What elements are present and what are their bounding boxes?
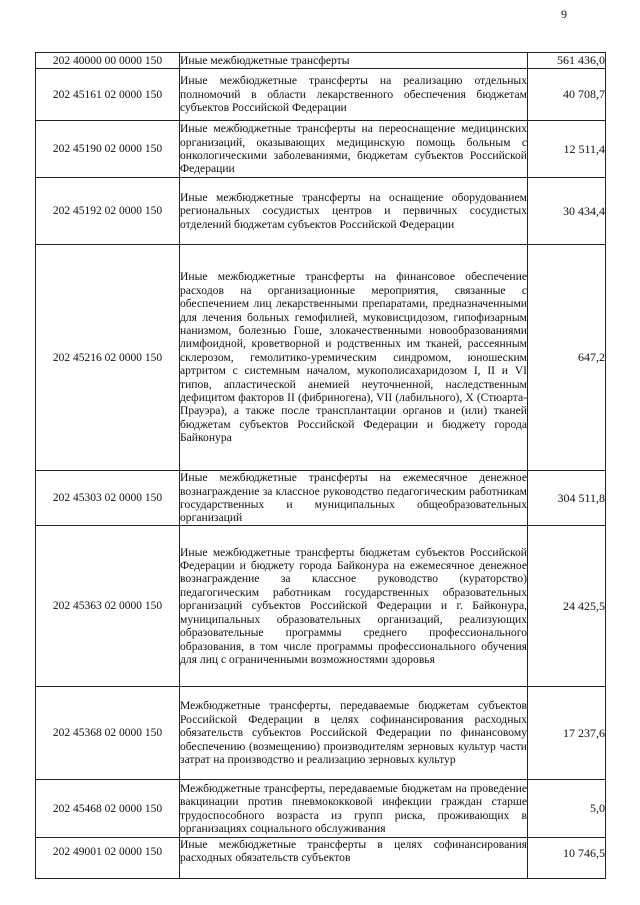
- budget-code-cell: 202 45303 02 0000 150: [36, 471, 180, 526]
- amount-cell: 304 511,8: [528, 471, 606, 526]
- table-row: [36, 69, 606, 121]
- budget-code-cell: 202 45363 02 0000 150: [36, 526, 180, 687]
- amount-cell: 647,2: [528, 245, 606, 471]
- budget-code-cell: 202 45190 02 0000 150: [36, 121, 180, 178]
- table-row: [36, 471, 606, 526]
- budget-code-cell: 202 45192 02 0000 150: [36, 178, 180, 245]
- amount-cell: 12 511,4: [528, 121, 606, 178]
- budget-code-cell: 202 45368 02 0000 150: [36, 687, 180, 780]
- table-row: [36, 526, 606, 687]
- description-cell: Иные межбюджетные трансферты на оснащение оборудованием региональных сосудистых центров и первичных сосудистых отделений бюджетам субъектов Российской Федерации: [180, 178, 528, 245]
- description-cell: Иные межбюджетные трансферты на реализацию отдельных полномочий в области лекарственного обеспечения бюджетам субъектов Российской Федерации: [180, 69, 528, 121]
- description-cell: Иные межбюджетные трансферты на финансовое обеспечение расходов на организационные мероприятия, связанные с обеспечением лиц лекарственными препаратами, предназначенными для лечения больных гемофилией, муковисцидозом, гипофизарным нанизмом, болезнью Гоше, злокачественными новообразованиями лимфоидной, кроветворной и родственных им тканей, рассеянным склерозом, гемолитико-уремическим синдромом, юношеским артритом с системным началом, мукополисахаридозом I, II и VI типов, апластической анемией неуточненной, наследственным дефицитом факторов II (фибриногена), VII (лабильного), X (Стюарта-Прауэра), а также после трансплантации органов и (или) тканей бюджетам субъектов Российской Федерации и бюджету города Байконура: [180, 245, 528, 471]
- table-row: [36, 838, 606, 879]
- amount-cell: 30 434,4: [528, 178, 606, 245]
- amount-cell: 561 436,0: [528, 53, 606, 69]
- description-cell: Иные межбюджетные трансферты в целях софинансирования расходных обязательств субъектов: [180, 838, 528, 879]
- description-cell: Межбюджетные трансферты, передаваемые бюджетам субъектов Российской Федерации в целях софинансирования расходных обязательств субъектов Российской Федерации по финансовому обеспечению (возмещению) производителям зерновых культур части затрат на производство и реализацию зерновых культур: [180, 687, 528, 780]
- description-cell: Иные межбюджетные трансферты на ежемесячное денежное вознаграждение за классное руководство педагогическим работникам государственных и муниципальных общеобразовательных организаций: [180, 471, 527, 525]
- amount-cell: 17 237,6: [528, 687, 606, 780]
- description-cell: Межбюджетные трансферты, передаваемые бюджетам на проведение вакцинации против пневмококковой инфекции граждан старше трудоспособного возраста из групп риска, проживающих в организациях социального обслуживания: [180, 780, 528, 838]
- budget-code-cell: 202 40000 00 0000 150: [36, 53, 180, 69]
- budget-code-cell: 202 49001 02 0000 150: [36, 838, 180, 879]
- table-row: [36, 121, 606, 178]
- description-cell: Иные межбюджетные трансферты на переоснащение медицинских организаций, оказывающих медицинскую помощь больным с онкологическими заболеваниями, бюджетам субъектов Российской Федерации: [180, 121, 528, 178]
- table-row: [36, 780, 606, 838]
- description-cell: Иные межбюджетные трансферты бюджетам субъектов Российской Федерации и бюджету города Байконура на ежемесячное денежное вознаграждение за классное руководство (кураторство) педагогическим работникам государственных образовательных организаций субъектов Российской Федерации и г. Байконура, муниципальных образовательных организаций, реализующих образовательные программы среднего профессионального образования, в том числе программы профессионального обучения для лиц с ограниченными возможностями здоровья: [180, 526, 528, 687]
- amount-cell: 24 425,5: [528, 526, 606, 687]
- table-row: [36, 53, 606, 69]
- budget-code-cell: 202 45468 02 0000 150: [36, 780, 180, 838]
- page-number: 9: [561, 7, 567, 21]
- amount-cell: 5,0: [528, 780, 606, 838]
- budget-table: [35, 52, 606, 879]
- amount-cell: 10 746,5: [528, 838, 606, 879]
- amount-cell: 40 708,7: [528, 69, 606, 121]
- table-row: [36, 687, 606, 780]
- table-row: [36, 245, 606, 471]
- budget-code-cell: 202 45216 02 0000 150: [36, 245, 180, 471]
- budget-code-cell: 202 45161 02 0000 150: [36, 69, 180, 121]
- table-row: [36, 178, 606, 245]
- description-cell: Иные межбюджетные трансферты: [180, 53, 528, 69]
